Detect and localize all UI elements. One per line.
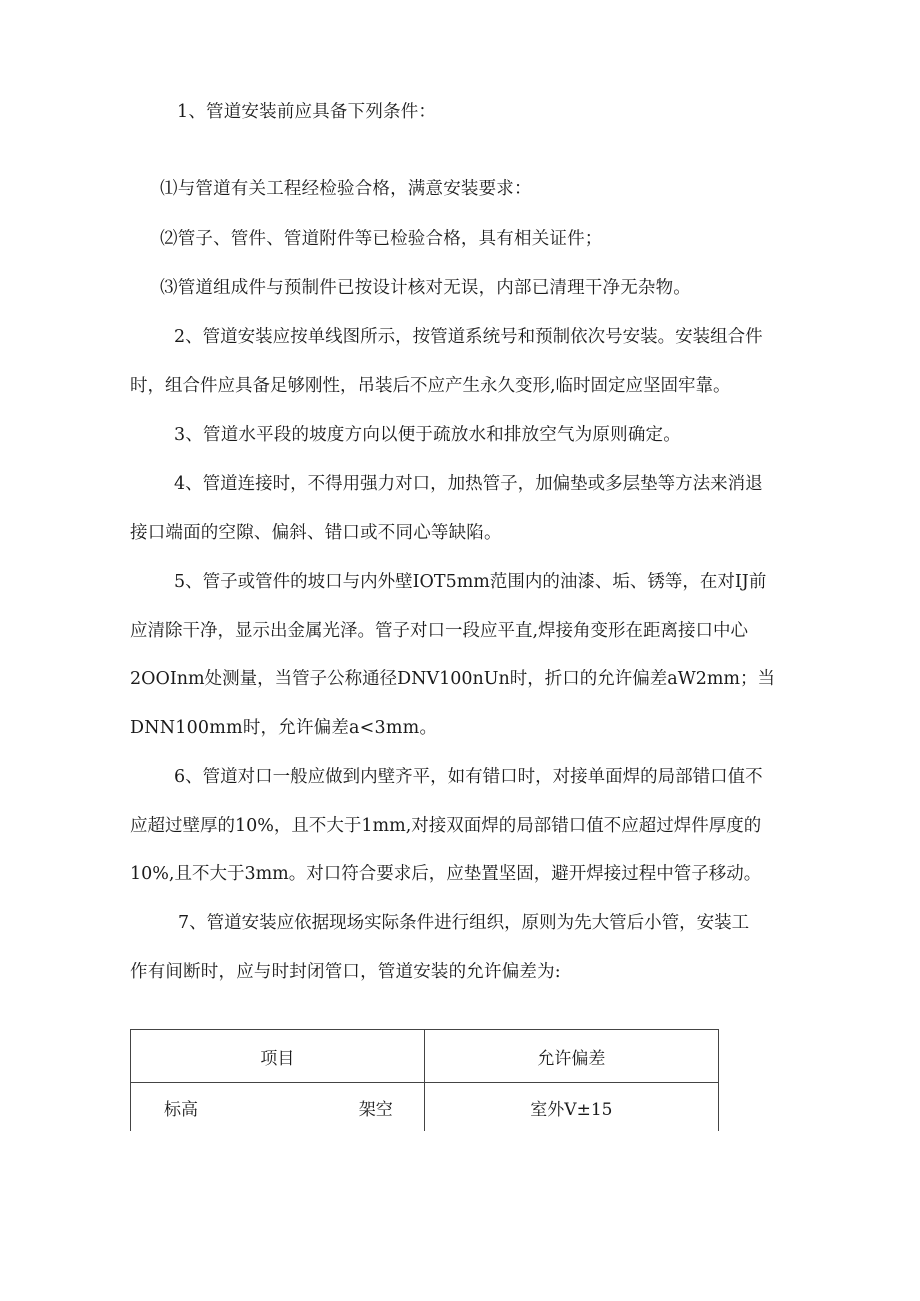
table-header-row [131, 1030, 719, 1083]
para-1-line-1: 1、管道安装前应具备下列条件： [177, 102, 437, 122]
row-tolerance: 室外V±15 [424, 1083, 718, 1132]
para-1c-line-1: ⑶管道组成件与预制件已按设计核对无误，内部已清理干净无杂物。 [160, 278, 691, 298]
para-1b-line-1: ⑵管子、管件、管道附件等已检验合格，具有相关证件； [160, 229, 603, 249]
para-2-line-1: 2、管道安装应按单线图所示，按管道系统号和预制依次号安装。安装组合件 [174, 327, 763, 347]
row-item-cell [131, 1083, 425, 1132]
para-3-line-1: 3、管道水平段的坡度方向以便于疏放水和排放空气为原则确定。 [174, 425, 681, 445]
para-7-line-2: 作有间断时，应与时封闭管口，管道安装的允许偏差为: [130, 962, 561, 982]
para-1a-line-1: ⑴与管道有关工程经检验合格，满意安装要求： [160, 179, 532, 199]
row-item: 标高 [164, 1099, 198, 1120]
para-5-line-1: 5、管子或管件的坡口与内外壁IOT5mm范围内的油漆、垢、锈等，在对IJ前 [174, 572, 767, 592]
para-2-line-2: 时，组合件应具备足够刚性，吊装后不应产生永久变形,临时固定应坚固牢靠。 [130, 376, 731, 396]
para-6-line-2: 应超过壁厚的10%，且不大于1mm,对接双面焊的局部错口值不应超过焊件厚度的 [130, 816, 762, 836]
para-7-line-1: 7、管道安装应依据现场实际条件进行组织，原则为先大管后小管，安装工 [178, 913, 750, 933]
tolerance-table [130, 1029, 719, 1131]
para-4-line-1: 4、管道连接时，不得用强力对口，加热管子，加偏垫或多层垫等方法来消退 [174, 474, 763, 494]
table-row [131, 1083, 719, 1132]
para-5-line-4: DNN100mm时，允许偏差a<3mm。 [130, 718, 438, 738]
para-6-line-1: 6、管道对口一般应做到内壁齐平，如有错口时，对接单面焊的局部错口值不 [174, 767, 763, 787]
header-item: 项目 [131, 1030, 425, 1083]
para-5-line-2: 应清除干净，显示出金属光泽。管子对口一段应平直,焊接角变形在距离接口中心 [130, 621, 749, 641]
row-subitem: 架空 [358, 1099, 393, 1120]
header-tolerance: 允许偏差 [424, 1030, 718, 1083]
para-4-line-2: 接口端面的空隙、偏斜、错口或不同心等缺陷。 [130, 523, 502, 543]
para-5-line-3: 2OOInm处测量，当管子公称通径DNV100nUn时，折口的允许偏差aW2mm；当 [130, 669, 776, 689]
para-6-line-3: 10%,且不大于3mm。对口符合要求后，应垫置坚固，避开焊接过程中管子移动。 [130, 864, 762, 884]
